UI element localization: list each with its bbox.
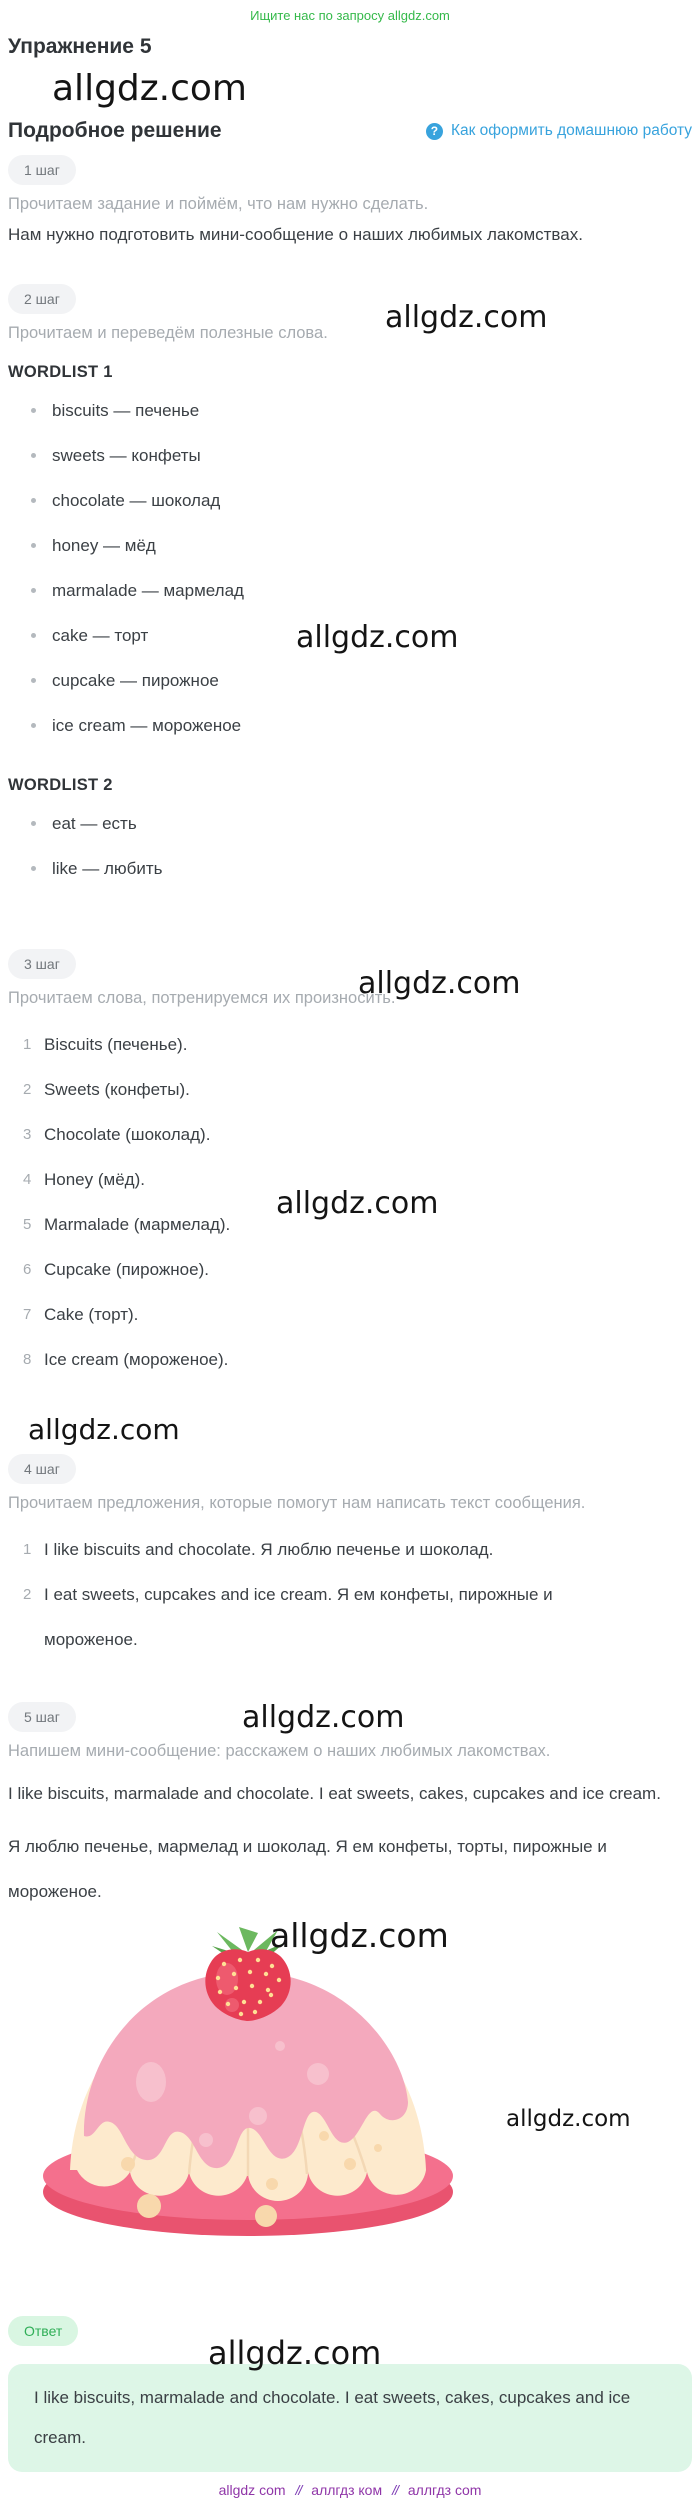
watermark: allgdz.com bbox=[506, 2106, 631, 2132]
list-item bbox=[0, 846, 700, 891]
step1-text: Нам нужно подготовить мини-сообщение о наших любимых лакомствах. bbox=[8, 225, 583, 244]
step5-description: Напишем мини-сообщение: расскажем о наших любимых лакомствах. bbox=[8, 1742, 551, 1760]
watermark: allgdz.com bbox=[276, 1186, 439, 1221]
wordlist2 bbox=[0, 801, 700, 891]
wordlist-entry: cake — торт bbox=[52, 626, 149, 645]
footer-link[interactable]: allgdz com bbox=[218, 2482, 286, 2498]
pronunciation-entry: Honey (мёд). bbox=[44, 1170, 145, 1189]
footer-link[interactable]: аллгдз com bbox=[407, 2482, 482, 2498]
watermark: allgdz.com bbox=[242, 1700, 405, 1735]
list-item bbox=[0, 568, 700, 613]
step4-description: Прочитаем предложения, которые помогут нам написать текст сообщения. bbox=[8, 1494, 586, 1512]
wordlist1 bbox=[0, 388, 700, 748]
list-item bbox=[0, 658, 700, 703]
wordlist-entry: ice cream — мороженое bbox=[52, 716, 242, 735]
watermark: allgdz.com bbox=[270, 1916, 449, 1955]
list-item bbox=[0, 1067, 640, 1112]
watermark: allgdz.com bbox=[296, 620, 459, 655]
sentence-entry: I like biscuits and chocolate. Я люблю печенье и шоколад. bbox=[44, 1540, 494, 1559]
pronunciation-entry: Ice cream (мороженое). bbox=[44, 1350, 229, 1369]
step-badge-1: 1 шаг bbox=[8, 155, 76, 185]
pronunciation-entry: Marmalade (мармелад). bbox=[44, 1215, 231, 1234]
step-badge-2: 2 шаг bbox=[8, 284, 76, 314]
wordlist-entry: biscuits — печенье bbox=[52, 401, 200, 420]
solution-header bbox=[8, 119, 692, 143]
step1-badge-row bbox=[8, 155, 700, 185]
answer-text: I like biscuits, marmalade and chocolate. I eat sweets, cakes, cupcakes and ice cream. bbox=[34, 2388, 631, 2447]
step-badge-4: 4 шаг bbox=[8, 1454, 76, 1484]
exercise-title: Упражнение 5 bbox=[8, 35, 152, 58]
step5-message-ru: Я люблю печенье, мармелад и шоколад. Я ем конфеты, торты, пирожные и мороженое. bbox=[8, 1837, 607, 1901]
step-badge-5: 5 шаг bbox=[8, 1702, 76, 1732]
list-item bbox=[0, 478, 700, 523]
step3-badge-row bbox=[8, 949, 700, 979]
answer-box bbox=[8, 2364, 692, 2472]
pronunciation-entry: Chocolate (шоколад). bbox=[44, 1125, 211, 1144]
step2-badge-row bbox=[8, 284, 700, 314]
list-item bbox=[0, 1572, 640, 1662]
step5-message-en: I like biscuits, marmalade and chocolate. I eat sweets, cakes, cupcakes and ice cream. bbox=[8, 1784, 661, 1803]
list-item bbox=[0, 1292, 640, 1337]
watermark: allgdz.com bbox=[208, 2334, 382, 2372]
watermark: allgdz.com bbox=[28, 1413, 180, 1446]
question-icon: ? bbox=[426, 123, 443, 140]
pronunciation-entry: Cupcake (пирожное). bbox=[44, 1260, 209, 1279]
jelly-cake-illustration bbox=[18, 1924, 478, 2244]
wordlist-entry: sweets — конфеты bbox=[52, 446, 201, 465]
watermark: allgdz.com bbox=[358, 966, 521, 1001]
footer-separator: // bbox=[295, 2482, 302, 2498]
top-notice: Ищите нас по запросу allgdz.com bbox=[250, 8, 450, 23]
footer-separator: // bbox=[392, 2482, 398, 2498]
answer-badge: Ответ bbox=[8, 2316, 78, 2346]
step-badge-3: 3 шаг bbox=[8, 949, 76, 979]
watermark: allgdz.com bbox=[385, 300, 548, 335]
list-item bbox=[0, 523, 700, 568]
step1-description: Прочитаем задание и поймём, что нам нужно сделать. bbox=[8, 195, 429, 213]
footer-link[interactable]: аллгдз ком bbox=[311, 2482, 383, 2498]
pronunciation-entry: Biscuits (печенье). bbox=[44, 1035, 188, 1054]
list-item bbox=[0, 1112, 640, 1157]
list-item bbox=[0, 801, 700, 846]
wordlist2-title: WORDLIST 2 bbox=[8, 776, 113, 794]
solution-heading: Подробное решение bbox=[8, 119, 222, 142]
footer bbox=[0, 2482, 700, 2498]
watermark: allgdz.com bbox=[52, 68, 247, 109]
list-item bbox=[0, 1527, 640, 1572]
wordlist-entry: eat — есть bbox=[52, 814, 137, 833]
wordlist-entry: chocolate — шоколад bbox=[52, 491, 221, 510]
list-item bbox=[0, 388, 700, 433]
wordlist-entry: cupcake — пирожное bbox=[52, 671, 219, 690]
pronunciation-entry: Cake (торт). bbox=[44, 1305, 139, 1324]
pronunciation-entry: Sweets (конфеты). bbox=[44, 1080, 190, 1099]
help-link[interactable] bbox=[426, 122, 692, 140]
sentences-list bbox=[0, 1527, 700, 1662]
list-item bbox=[0, 1247, 640, 1292]
list-item bbox=[0, 1022, 640, 1067]
wordlist1-title: WORDLIST 1 bbox=[8, 363, 113, 381]
step4-badge-row bbox=[8, 1454, 700, 1484]
list-item bbox=[0, 433, 700, 478]
wordlist-entry: like — любить bbox=[52, 859, 163, 878]
wordlist-entry: marmalade — мармелад bbox=[52, 581, 244, 600]
help-link-label: Как оформить домашнюю работу bbox=[450, 122, 692, 139]
wordlist-entry: honey — мёд bbox=[52, 536, 156, 555]
list-item bbox=[0, 1337, 640, 1382]
step3-description: Прочитаем слова, потренируемся их произносить. bbox=[8, 989, 396, 1007]
sentence-entry: I eat sweets, cupcakes and ice cream. Я ем конфеты, пирожные и мороженое. bbox=[44, 1585, 553, 1649]
answer-badge-row bbox=[8, 2316, 78, 2346]
list-item bbox=[0, 703, 700, 748]
step2-description: Прочитаем и переведём полезные слова. bbox=[8, 324, 328, 342]
